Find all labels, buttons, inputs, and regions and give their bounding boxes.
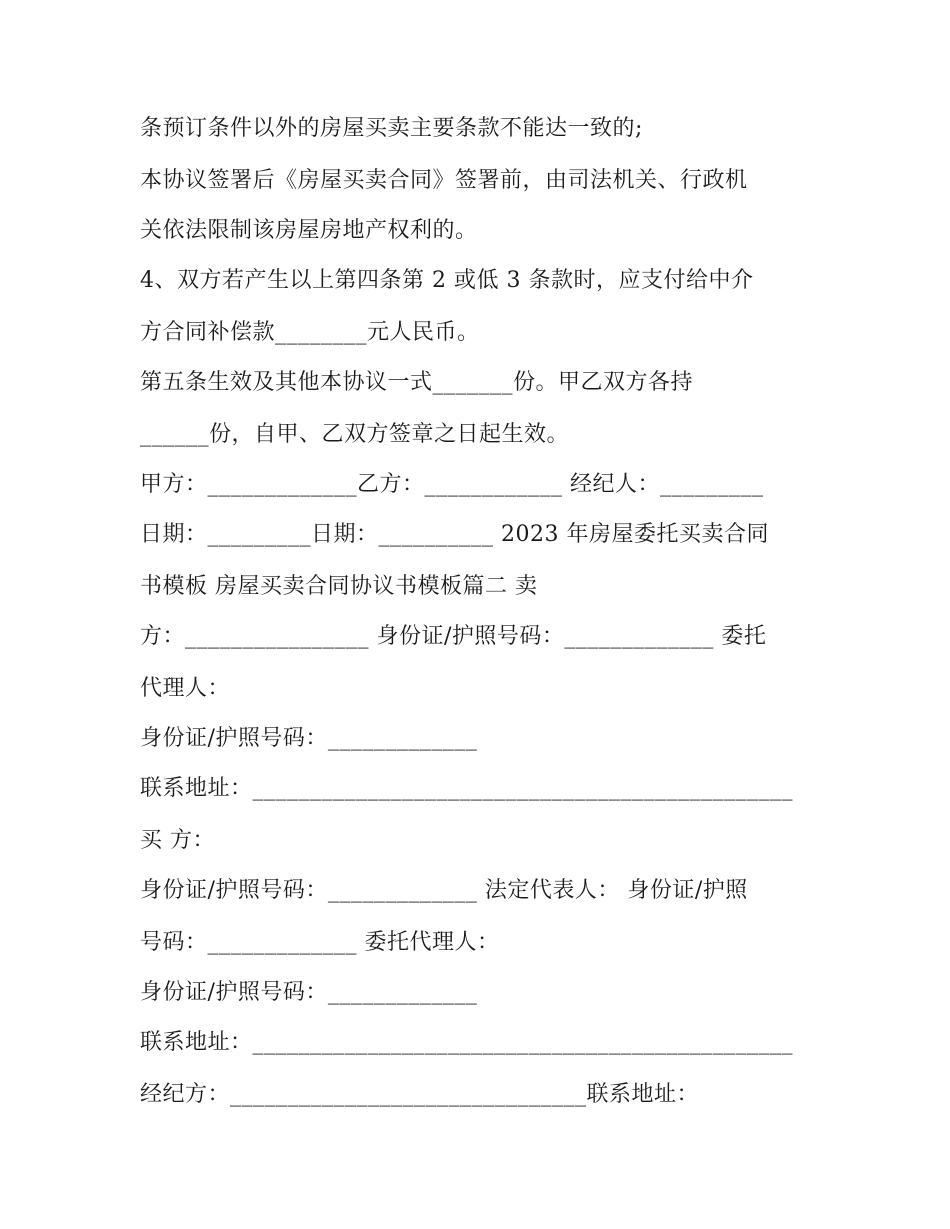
id-field-line: 身份证/护照号码：_____________ bbox=[140, 726, 478, 751]
broker-line: 经纪方：_______________________________联系地址： bbox=[140, 1082, 700, 1107]
text-line: 书模板 房屋买卖合同协议书模板篇二 卖 bbox=[140, 574, 538, 599]
text-line: 关依法限制该房屋房地产权利的。 bbox=[140, 218, 478, 243]
buyer-line: 买 方： bbox=[140, 828, 215, 853]
text-line: 4、双方若产生以上第四条第 2 或低 3 条款时，应支付给中介 bbox=[140, 268, 754, 293]
text-line: 方合同补偿款________元人民币。 bbox=[140, 320, 480, 345]
text-line: 代理人： bbox=[140, 676, 231, 701]
id-field-line: 身份证/护照号码：_____________ 法定代表人： 身份证/护照 bbox=[140, 878, 748, 903]
signature-line-dates: 日期：_________日期：__________ 2023 年房屋委托买卖合同 bbox=[140, 522, 769, 547]
text-line: 本协议签署后《房屋买卖合同》签署前，由司法机关、行政机 bbox=[140, 168, 748, 193]
address-field-line: 联系地址：_______________________________________________ bbox=[140, 776, 794, 801]
text-line: 第五条生效及其他本协议一式_______份。甲乙双方各持 bbox=[140, 370, 694, 395]
id-field-line: 身份证/护照号码：_____________ bbox=[140, 980, 478, 1005]
address-field-line: 联系地址：_______________________________________________ bbox=[140, 1030, 794, 1055]
text-line: 条预订条件以外的房屋买卖主要条款不能达一致的; bbox=[140, 116, 643, 141]
text-line: ______份，自甲、乙双方签章之日起生效。 bbox=[140, 422, 570, 447]
signature-line-parties: 甲方：_____________乙方：____________ 经纪人：_________ bbox=[140, 472, 764, 497]
text-line: 号码：_____________ 委托代理人： bbox=[140, 930, 500, 955]
seller-line: 方：________________ 身份证/护照号码：_____________ 委托 bbox=[140, 624, 767, 649]
